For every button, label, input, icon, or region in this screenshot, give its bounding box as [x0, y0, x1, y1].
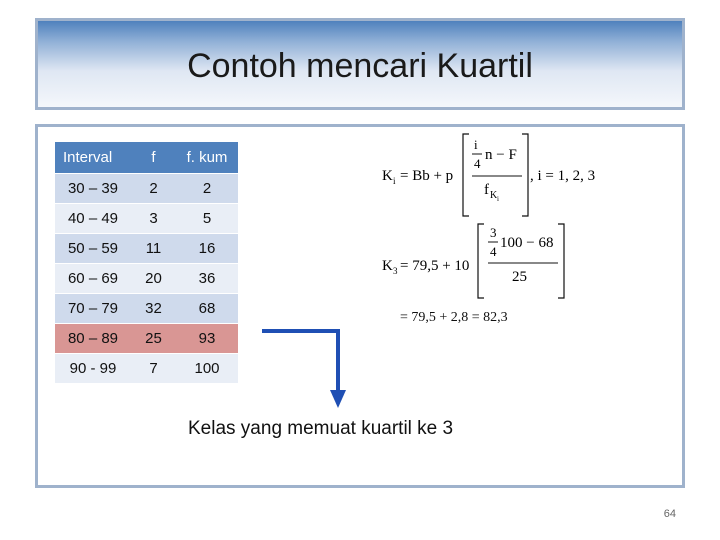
cell-interval: 30 – 39 [55, 174, 131, 204]
table-header-row [55, 142, 238, 174]
k3-formula [380, 220, 660, 300]
header-interval: Interval [55, 142, 131, 174]
slide-title: Contoh mencari Kuartil [187, 47, 533, 85]
cell-fkum: 2 [176, 174, 238, 204]
k3-result: = 79,5 + 2,8 = 82,3 [400, 310, 508, 325]
cell-f: 11 [131, 234, 176, 264]
formula-num-rest: n − F [485, 147, 517, 163]
k3-lhs-sub: 3 [393, 266, 398, 276]
cell-fkum: 36 [176, 264, 238, 294]
cell-fkum: 68 [176, 294, 238, 324]
cell-interval: 90 - 99 [55, 354, 131, 384]
frequency-table [55, 142, 238, 384]
frac-4: 4 [474, 156, 481, 171]
page-number: 64 [663, 508, 676, 520]
cell-interval: 60 – 69 [55, 264, 131, 294]
formula-lhs: K [382, 168, 393, 184]
table-row [55, 234, 238, 264]
frac-i: i [474, 137, 478, 152]
title-banner [35, 18, 685, 110]
formula-tail: , i = 1, 2, 3 [530, 168, 596, 184]
header-fkum: f. kum [176, 142, 238, 174]
cell-interval: 50 – 59 [55, 234, 131, 264]
cell-fkum: 93 [176, 324, 238, 354]
cell-f: 2 [131, 174, 176, 204]
k3-den: 25 [512, 269, 527, 285]
arrow-caption: Kelas yang memuat kuartil ke 3 [188, 418, 454, 439]
cell-f: 32 [131, 294, 176, 324]
k3-frac-top: 3 [490, 225, 497, 240]
cell-f: 7 [131, 354, 176, 384]
table-row [55, 174, 238, 204]
table-row [55, 354, 238, 384]
cell-fkum: 5 [176, 204, 238, 234]
table-row-highlighted [55, 324, 238, 354]
quartile-formula [380, 130, 660, 220]
formula-lhs-sub: i [393, 176, 396, 186]
cell-fkum: 100 [176, 354, 238, 384]
formula-eq: = Bb + p [400, 168, 454, 184]
left-bracket [463, 134, 469, 216]
formula-den: f [484, 182, 489, 198]
table-row [55, 264, 238, 294]
cell-interval: 80 – 89 [55, 324, 131, 354]
k3-eq: = 79,5 + 10 [400, 258, 470, 274]
k3-num-rest: 100 − 68 [500, 235, 554, 251]
cell-interval: 70 – 79 [55, 294, 131, 324]
table-row [55, 294, 238, 324]
cell-f: 3 [131, 204, 176, 234]
cell-f: 25 [131, 324, 176, 354]
k3-left-bracket [478, 224, 484, 298]
cell-f: 20 [131, 264, 176, 294]
table-row [55, 204, 238, 234]
formula-den-sub: K [490, 190, 498, 201]
k3-right-bracket [558, 224, 564, 298]
k3-lhs: K [382, 258, 393, 274]
pointer-arrow-icon [262, 328, 352, 410]
header-f: f [131, 142, 176, 174]
right-bracket [522, 134, 528, 216]
formula-den-subsub: i [497, 195, 499, 203]
k3-frac-bottom: 4 [490, 244, 497, 259]
cell-fkum: 16 [176, 234, 238, 264]
cell-interval: 40 – 49 [55, 204, 131, 234]
